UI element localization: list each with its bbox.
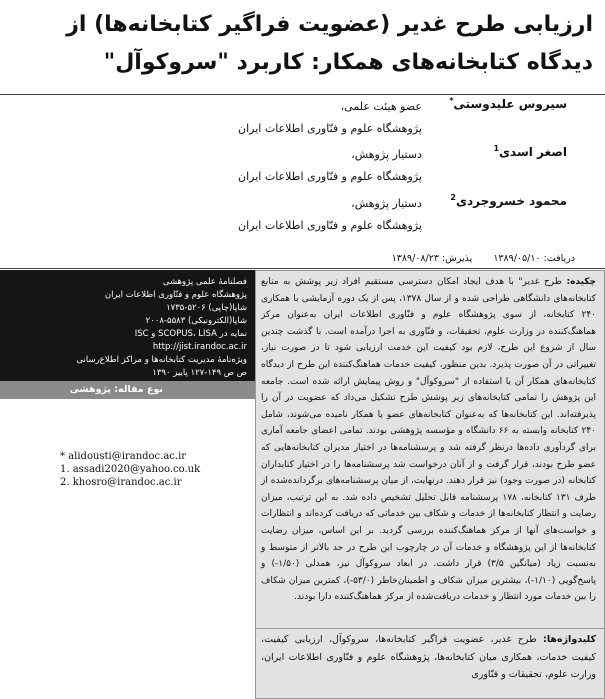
journal-info-line: شاپا(الکترونیکی) ۵۵۸۳-۲۰۰۸ bbox=[145, 316, 247, 326]
article-type: نوع مقاله: پژوهشی bbox=[0, 381, 255, 399]
dates-divider bbox=[0, 268, 605, 269]
journal-info-line: ویژه‌نامۀ مدیریت کتابخانه‌ها و مراکز اطلاع‌رسانی bbox=[76, 355, 247, 365]
author-name: اصغر اسدی bbox=[499, 145, 567, 159]
dates bbox=[374, 253, 575, 264]
accepted-date: پذیرش: ۱۳۸۹/۰۸/۲۳ bbox=[391, 253, 473, 264]
author-affiliation: پژوهشگاه علوم و فنّاوری اطلاعات ایران bbox=[238, 122, 422, 135]
author-affiliation: دستیار پژوهش، bbox=[351, 148, 422, 161]
email: 2. khosro@irandoc.ac.ir bbox=[60, 477, 182, 488]
author-affiliation: دستیار پژوهش، bbox=[351, 197, 422, 210]
journal-info-box bbox=[0, 270, 255, 381]
article-title: ارزیابی طرح غدیر (عضویت فراگیر کتابخانه‌ها) از دیدگاه کتابخانه‌های همکار: کاربرد "سروکوآل" bbox=[66, 12, 593, 75]
abstract-body: طرح غدیر" با هدف ایجاد امکان دسترسی مستقیم افراد زیر پوشش به منابع کتابخانه‌های دانشگاهی طراحی شده و از سال ۱۳۷۸، پس از یک دوره آزمایشی با همکاری ۲۴۰ کتابخانه، از سوی پژوهشگاه علوم و فنّاوری اطلاعات ایران به‌عنوان مرکز هماهنگ‌کننده در وزارت علوم، تحقیقات، و فنّاوری به اجرا درآمده است. با گذشت چندین سال از شروع این طرح، لازم بود کیفیت این خدمت ارزیابی شود تا در صورت نیاز، تغییراتی در آن صورت پذیرد. بدین منظور، کیفیت خدمات هماهنگ‌کننده این طرح از دیدگاه کتابخانه‌های همکار آن با استفاده از "سروکوآل" و روش پیمایش ارائه شده است. جامعه این پژوهش را تمامی کتابخانه‌های زیر پوشش طرح تشکیل می‌داد که عضویت در آن را پذیرفته‌اند. این کتابخانه‌ها که به‌عنوان کتابخانه‌های عضو یا همکار نامیده می‌شوند، شامل ۲۴۰ کتابخانه وابسته به ۶۶ دانشگاه و مؤسسه پژوهشی بودند. تمامی اعضای جامعه آماری برای گردآوری داده‌ها درنظر گرفته شد و پرسشنامه‌ها در اختیار مدیران کتابخانه‌هایی که عضو طرح بودند، قرار گرفت و از آنان درخواست شد پرسشنامه‌ها را در اختیار کتابداران کتابخانه (در صورت وجود) نیز قرار دهند. درنهایت، از میان پرسشنامه‌های برگردانده‌شده از طرف ۱۳۱ کتابخانه، ۱۷۸ پرسشنامه قابل تحلیل تشخیص داده شد. به این ترتیب، میزان رضایت و انتظار کتابخانه‌ها از خدمات و شکاف بین خدماتی که دریافت کرده‌اند و انتظارات و خواست‌های آنها از مرکز هماهنگ‌کننده بررسی گردید. بر این اساس، میزان رضایت کتابخانه‌ها از این پژوهشگاه و خدمات آن در چارچوب این طرح در حد بالاتر از متوسط و به‌نسبت زیاد (میانگین ۳/۵) قرار داشت. در ابعاد سروکوآل نیز، همدلی (۱/۵۰-) و پاسخ‌گویی (۱/۱۰-)، بیشترین میزان شکاف و اطمینان‌خاطر (۵۳/۰-)، کمترین میزان شکاف را بین خدمات مورد انتظار و خدمات دریافت‌شده از مرکز هماهنگ‌کننده دارا بودند. bbox=[261, 277, 597, 603]
author-marker: 1 bbox=[493, 144, 500, 153]
keywords-body: طرح غدیر، عضویت فراگیر کتابخانه‌ها، سروکوآل، ارزیابی کیفیت، کیفیت خدمات، همکاری میان کتابخانه‌ها، پژوهشگاه علوم و فنّاوری اطلاعات ایران، وزارت علوم، تحقیقات و فنّاوری bbox=[261, 634, 596, 680]
journal-info-line: شاپا(چاپی) ۵۲۰۶-۱۷۳۵ bbox=[166, 303, 247, 313]
author-affiliation: عضو هیئت علمی، bbox=[340, 100, 422, 113]
journal-info-line: فصلنامۀ علمی پژوهشی bbox=[162, 277, 247, 287]
email: * alidousti@irandoc.ac.ir bbox=[60, 451, 187, 462]
author-name: سیروس علیدوستی bbox=[453, 97, 567, 111]
author-marker: * bbox=[449, 96, 454, 105]
author-emails bbox=[60, 450, 200, 489]
journal-info-line: http://jist.irandoc.ac.ir bbox=[152, 342, 247, 352]
keywords bbox=[261, 631, 596, 684]
title-divider bbox=[0, 94, 605, 95]
abstract bbox=[261, 274, 596, 606]
email: 1. assadi2020@yahoo.co.uk bbox=[60, 464, 201, 475]
author-marker: 2 bbox=[450, 193, 456, 202]
journal-info-line: نمایه در SCOPUS، LISA و ISC bbox=[134, 329, 247, 339]
journal-info-line: پژوهشگاه علوم و فنّاوری اطلاعات ایران bbox=[104, 290, 247, 300]
author-affiliation: پژوهشگاه علوم و فنّاوری اطلاعات ایران bbox=[238, 170, 422, 183]
keywords-label: کلیدواژه‌ها: bbox=[543, 634, 596, 645]
author-1 bbox=[47, 96, 567, 140]
abstract-label: چکیده: bbox=[566, 277, 596, 287]
author-3 bbox=[47, 193, 567, 237]
author-name: محمود خسروجردی bbox=[455, 194, 567, 208]
received-date: دریافت: ۱۳۸۹/۰۵/۱۰ bbox=[493, 253, 575, 264]
journal-info-line: ص ص ۱۴۹-۱۲۷ پاییز ۱۳۹۰ bbox=[152, 368, 247, 378]
author-2 bbox=[47, 144, 567, 188]
author-affiliation: پژوهشگاه علوم و فنّاوری اطلاعات ایران bbox=[238, 219, 422, 232]
